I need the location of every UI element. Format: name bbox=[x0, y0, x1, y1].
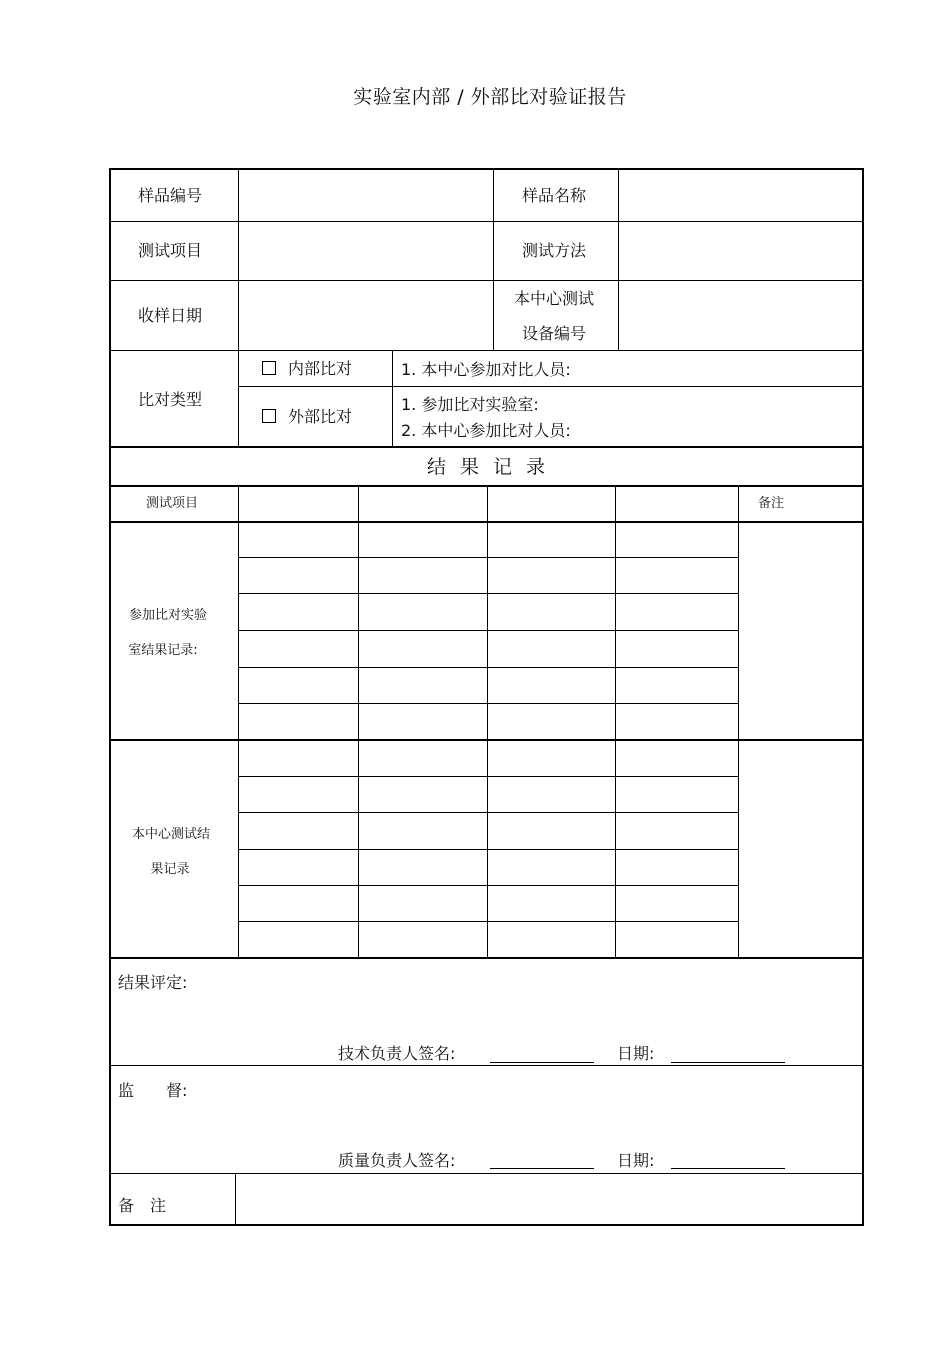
remark-field[interactable] bbox=[237, 1175, 861, 1224]
checkbox-icon[interactable] bbox=[262, 409, 276, 423]
row-divider bbox=[392, 386, 862, 387]
row-divider bbox=[110, 1065, 862, 1066]
col-divider bbox=[238, 486, 239, 957]
internal-results-label-line1: 本中心测试结 bbox=[131, 827, 211, 842]
external-results-label-line2: 室结果记录: bbox=[128, 643, 198, 658]
row-divider bbox=[110, 221, 862, 222]
row-divider bbox=[110, 485, 862, 487]
results-col-remark: 备注 bbox=[758, 496, 785, 511]
equipment-no-field[interactable] bbox=[620, 282, 861, 349]
checkbox-icon[interactable] bbox=[262, 361, 276, 375]
sample-name-label: 样品名称 bbox=[521, 186, 587, 205]
test-method-field[interactable] bbox=[620, 223, 861, 279]
sample-name-field[interactable] bbox=[620, 171, 861, 220]
supervision-date-line[interactable] bbox=[671, 1168, 785, 1169]
tech-signature-line[interactable] bbox=[490, 1062, 594, 1063]
sample-no-field[interactable] bbox=[240, 171, 492, 220]
sample-no-label: 样品编号 bbox=[137, 186, 203, 205]
row-divider bbox=[110, 957, 862, 959]
test-method-label: 测试方法 bbox=[521, 241, 587, 260]
receive-date-label: 收样日期 bbox=[137, 306, 203, 325]
row-divider bbox=[110, 1173, 862, 1174]
results-heading: 结果记录 bbox=[426, 456, 560, 478]
row-divider bbox=[110, 280, 862, 281]
supervision-date-label: 日期: bbox=[617, 1151, 655, 1170]
results-grid[interactable] bbox=[240, 523, 737, 956]
row-divider bbox=[110, 350, 862, 351]
internal-comparison-option[interactable] bbox=[262, 361, 352, 377]
equipment-no-label-line2: 设备编号 bbox=[521, 324, 587, 343]
external-personnel-label: 2. 本中心参加比对人员: bbox=[401, 421, 571, 440]
col-divider bbox=[618, 170, 619, 350]
internal-comparison-label: 内部比对 bbox=[288, 359, 353, 378]
supervision-label: 监 督: bbox=[118, 1081, 188, 1100]
comparison-type-label: 比对类型 bbox=[137, 390, 203, 409]
equipment-no-label-line1: 本中心测试 bbox=[513, 289, 595, 308]
quality-signature-line[interactable] bbox=[490, 1168, 594, 1169]
quality-signature-label: 质量负责人签名: bbox=[338, 1151, 456, 1170]
internal-results-label-line2: 果记录 bbox=[150, 862, 190, 877]
tech-signature-label: 技术负责人签名: bbox=[338, 1044, 456, 1063]
external-comparison-option[interactable] bbox=[262, 409, 352, 425]
internal-personnel-label: 1. 本中心参加对比人员: bbox=[401, 360, 571, 379]
evaluation-date-label: 日期: bbox=[617, 1044, 655, 1063]
test-item-label: 测试项目 bbox=[137, 241, 203, 260]
col-divider bbox=[235, 1174, 236, 1225]
row-divider bbox=[238, 386, 393, 387]
page-title: 实验室内部 / 外部比对验证报告 bbox=[353, 86, 627, 108]
evaluation-date-line[interactable] bbox=[671, 1062, 785, 1063]
col-divider bbox=[238, 170, 239, 446]
remark-label: 备 注 bbox=[118, 1196, 167, 1215]
results-col-test-item: 测试项目 bbox=[145, 496, 199, 511]
col-divider bbox=[738, 486, 739, 957]
external-lab-label: 1. 参加比对实验室: bbox=[401, 395, 539, 414]
col-divider bbox=[392, 350, 393, 446]
row-divider bbox=[110, 446, 862, 448]
col-divider bbox=[493, 170, 494, 350]
test-item-field[interactable] bbox=[240, 223, 492, 279]
external-comparison-label: 外部比对 bbox=[288, 407, 353, 426]
external-results-label-line1: 参加比对实验 bbox=[128, 608, 208, 623]
evaluation-label: 结果评定: bbox=[118, 973, 188, 992]
receive-date-field[interactable] bbox=[240, 282, 492, 349]
